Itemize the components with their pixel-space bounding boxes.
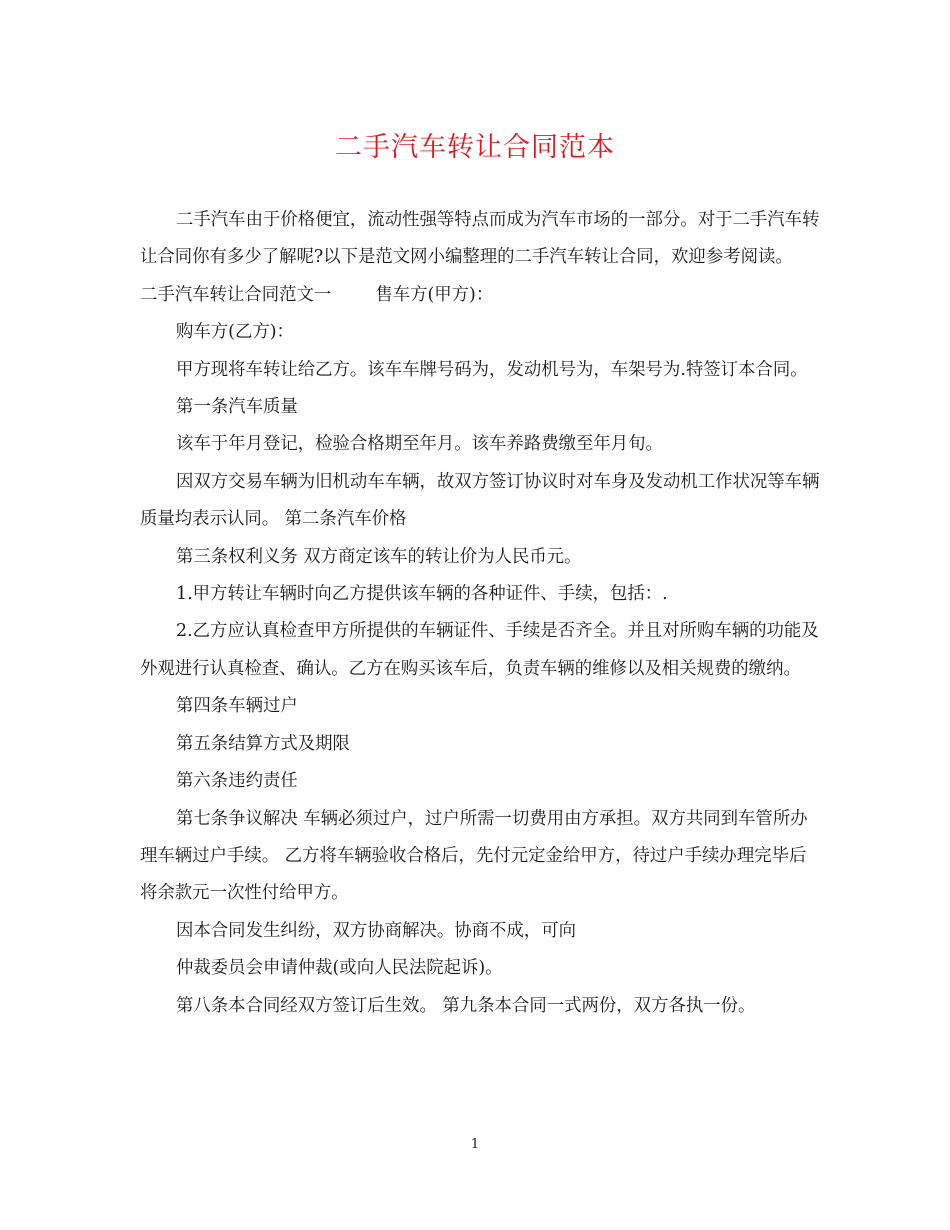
arbitration-line: 仲裁委员会申请仲裁(或向人民法院起诉)。	[176, 958, 503, 979]
seller-party-label: 售车方(甲方)：	[375, 284, 494, 305]
clause-1-quality-agreement: 因双方交易车辆为旧机动车车辆，故双方签订协议时对车身及发动机工作状况等车辆质量均表示认同。 第二条汽车价格	[140, 471, 820, 530]
clause-4-heading: 第四条车辆过户	[176, 696, 298, 717]
clause-8-9: 第八条本合同经双方签订后生效。 第九条本合同一式两份，双方各执一份。	[176, 995, 756, 1016]
intro-paragraph: 二手汽车由于价格便宜，流动性强等特点而成为汽车市场的一部分。对于二手汽车转让合同你有多少了解呢?以下是范文网小编整理的二手汽车转让合同，欢迎参考阅读。	[140, 210, 820, 268]
section-heading-line	[140, 277, 820, 314]
clause-3-price: 第三条权利义务 双方商定该车的转让价为人民币元。	[176, 546, 582, 567]
page-number: 1	[470, 1137, 480, 1152]
clause-6-heading: 第六条违约责任	[176, 771, 298, 792]
clause-5-heading: 第五条结算方式及期限	[176, 733, 350, 754]
clause-1-heading: 第一条汽车质量	[176, 397, 298, 418]
section-heading: 二手汽车转让合同范文一	[140, 284, 332, 305]
transfer-statement: 甲方现将车转让给乙方。该车车牌号码为，发动机号为，车架号为.特签订本合同。	[176, 359, 808, 380]
document-title: 二手汽车转让合同范本	[335, 132, 615, 163]
dispute-negotiation: 因本合同发生纠纷，双方协商解决。协商不成，可向	[176, 920, 576, 941]
obligation-item-1: 1.甲方转让车辆时向乙方提供该车辆的各种证件、手续，包括：.	[176, 584, 668, 605]
clause-1-registration: 该车于年月登记，检验合格期至年月。该车养路费缴至年月旬。	[176, 434, 663, 455]
clause-7-dispute: 第七条争议解决 车辆必须过户，过户所需一切费用由方承担。双方共同到车管所办理车辆过户手续。 乙方将车辆验收合格后，先付元定金给甲方，待过户手续办理完毕后将余款元一次性付给甲方。	[140, 808, 808, 904]
obligation-item-2: 2.乙方应认真检查甲方所提供的车辆证件、手续是否齐全。并且对所购车辆的功能及外观进行认真检查、确认。乙方在购买该车后，负责车辆的维修以及相关规费的缴纳。	[140, 621, 819, 679]
buyer-party-label: 购车方(乙方)：	[176, 322, 294, 343]
document-body	[140, 202, 820, 1025]
